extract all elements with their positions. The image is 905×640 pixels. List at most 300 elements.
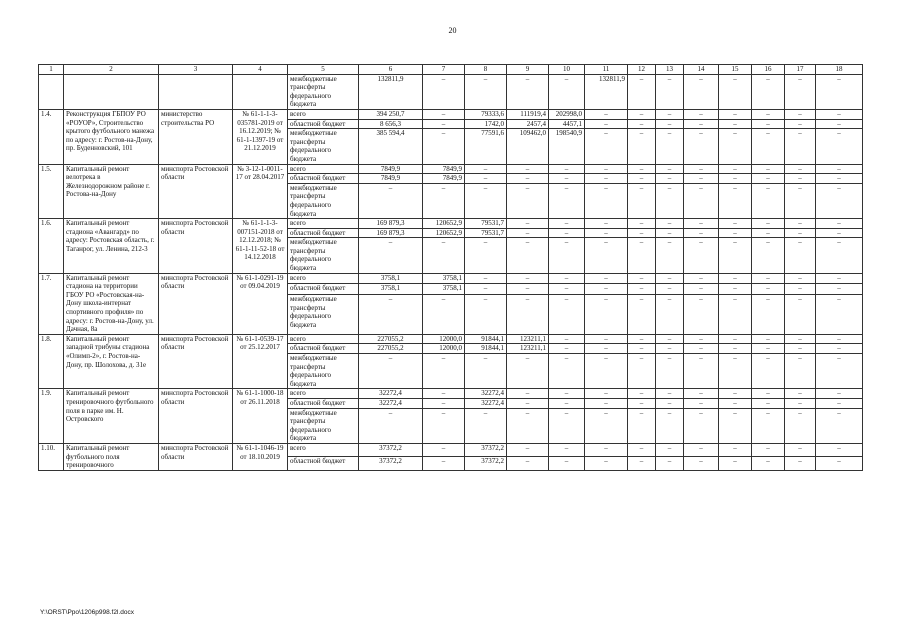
value-cell: – bbox=[359, 183, 423, 218]
value-cell: – bbox=[719, 284, 752, 295]
value-cell: 123211,1 bbox=[507, 334, 549, 344]
value-cell: – bbox=[465, 354, 507, 389]
funding-source: областной бюджет bbox=[288, 398, 359, 408]
value-cell: – bbox=[719, 183, 752, 218]
value-cell: – bbox=[465, 295, 507, 335]
value-cell: – bbox=[628, 238, 656, 273]
value-cell: – bbox=[816, 119, 863, 129]
value-cell: – bbox=[549, 219, 585, 229]
column-number: 8 bbox=[465, 65, 507, 75]
value-cell: – bbox=[785, 183, 816, 218]
value-cell: – bbox=[752, 389, 785, 399]
value-cell: 120652,9 bbox=[423, 219, 465, 229]
value-cell: – bbox=[684, 344, 719, 354]
value-cell: – bbox=[656, 183, 684, 218]
value-cell: – bbox=[816, 295, 863, 335]
value-cell: – bbox=[656, 334, 684, 344]
table-row bbox=[39, 334, 863, 344]
value-cell: – bbox=[785, 295, 816, 335]
value-cell: – bbox=[752, 219, 785, 229]
value-cell: – bbox=[684, 119, 719, 129]
value-cell: 169 879,3 bbox=[359, 219, 423, 229]
value-cell: 227055,2 bbox=[359, 334, 423, 344]
value-cell: – bbox=[585, 408, 628, 443]
value-cell: 79531,7 bbox=[465, 219, 507, 229]
value-cell: 3758,1 bbox=[359, 273, 423, 284]
item-number: 1.9. bbox=[39, 389, 64, 444]
value-cell: – bbox=[423, 109, 465, 119]
budget-table bbox=[38, 64, 863, 471]
value-cell: – bbox=[585, 129, 628, 164]
value-cell: – bbox=[507, 219, 549, 229]
value-cell: – bbox=[549, 408, 585, 443]
value-cell: – bbox=[507, 398, 549, 408]
item-number: 1.8. bbox=[39, 334, 64, 389]
item-document: № 61-1-1046-19 от 18.10.2019 bbox=[233, 443, 288, 470]
value-cell: – bbox=[585, 334, 628, 344]
value-cell: – bbox=[628, 174, 656, 184]
value-cell: 132811,9 bbox=[585, 74, 628, 109]
item-executor: минспорта Ростовской области bbox=[159, 273, 233, 334]
value-cell: – bbox=[752, 174, 785, 184]
value-cell: – bbox=[684, 398, 719, 408]
item-name: Капитальный ремонт велотрека в Железнодорожном районе г. Ростова-на-Дону bbox=[64, 164, 159, 219]
column-number: 9 bbox=[507, 65, 549, 75]
value-cell: – bbox=[684, 228, 719, 238]
table-row bbox=[39, 273, 863, 284]
value-cell: – bbox=[585, 174, 628, 184]
value-cell: – bbox=[752, 457, 785, 470]
column-number: 15 bbox=[719, 65, 752, 75]
value-cell: – bbox=[816, 344, 863, 354]
column-number: 13 bbox=[656, 65, 684, 75]
value-cell: – bbox=[816, 109, 863, 119]
value-cell: – bbox=[785, 174, 816, 184]
value-cell: – bbox=[549, 238, 585, 273]
funding-source: областной бюджет bbox=[288, 344, 359, 354]
value-cell: 3758,1 bbox=[423, 273, 465, 284]
value-cell: – bbox=[752, 295, 785, 335]
column-number: 12 bbox=[628, 65, 656, 75]
column-number-row bbox=[39, 65, 863, 75]
item-document: № 61-1-1-3-035781-2019 от 16.12.2019; № 61-1-1397-19 от 21.12.2019 bbox=[233, 109, 288, 164]
value-cell: – bbox=[752, 164, 785, 174]
value-cell: – bbox=[684, 389, 719, 399]
funding-source: межбюджетные трансферты федерального бюджета bbox=[288, 354, 359, 389]
value-cell: – bbox=[628, 389, 656, 399]
funding-source: областной бюджет bbox=[288, 284, 359, 295]
value-cell: – bbox=[465, 74, 507, 109]
value-cell: – bbox=[549, 174, 585, 184]
value-cell: 7849,9 bbox=[359, 164, 423, 174]
value-cell: 37372,2 bbox=[465, 443, 507, 456]
value-cell: 198540,9 bbox=[549, 129, 585, 164]
value-cell: – bbox=[585, 443, 628, 456]
value-cell: – bbox=[465, 164, 507, 174]
table-row bbox=[39, 389, 863, 399]
value-cell: 32272,4 bbox=[465, 389, 507, 399]
value-cell: – bbox=[585, 457, 628, 470]
value-cell: – bbox=[719, 174, 752, 184]
value-cell: – bbox=[423, 398, 465, 408]
table-row bbox=[39, 109, 863, 119]
value-cell: – bbox=[423, 354, 465, 389]
value-cell: – bbox=[684, 273, 719, 284]
value-cell: – bbox=[719, 238, 752, 273]
value-cell: – bbox=[719, 344, 752, 354]
value-cell: – bbox=[816, 129, 863, 164]
value-cell: – bbox=[656, 228, 684, 238]
column-number: 10 bbox=[549, 65, 585, 75]
value-cell: – bbox=[785, 273, 816, 284]
item-executor: минспорта Ростовской области bbox=[159, 443, 233, 470]
value-cell: – bbox=[752, 344, 785, 354]
table-row bbox=[39, 164, 863, 174]
funding-source: всего bbox=[288, 273, 359, 284]
footer-file-path: Y:\ORST\Ppo\1206p998.f2l.docx bbox=[40, 609, 134, 616]
value-cell: – bbox=[785, 344, 816, 354]
value-cell: – bbox=[752, 273, 785, 284]
value-cell: – bbox=[549, 443, 585, 456]
funding-source: межбюджетные трансферты федерального бюджета bbox=[288, 408, 359, 443]
value-cell: 202998,0 bbox=[549, 109, 585, 119]
value-cell: 37372,2 bbox=[465, 457, 507, 470]
value-cell: – bbox=[719, 109, 752, 119]
value-cell: – bbox=[628, 344, 656, 354]
value-cell: – bbox=[656, 174, 684, 184]
value-cell: – bbox=[719, 457, 752, 470]
empty-cell bbox=[159, 74, 233, 109]
value-cell: – bbox=[628, 284, 656, 295]
funding-source: межбюджетные трансферты федерального бюджета bbox=[288, 74, 359, 109]
value-cell: 12000,0 bbox=[423, 344, 465, 354]
value-cell: – bbox=[423, 238, 465, 273]
item-name: Капитальный ремонт западной трибуны стадиона «Олимп-2», г. Ростов-на-Дону, пр. Шолохова, д. 31е bbox=[64, 334, 159, 389]
value-cell: – bbox=[507, 164, 549, 174]
value-cell: – bbox=[785, 457, 816, 470]
value-cell: – bbox=[684, 334, 719, 344]
value-cell: – bbox=[785, 334, 816, 344]
item-document: № 61-1-0291-19 от 09.04.2019 bbox=[233, 273, 288, 334]
value-cell: 120652,9 bbox=[423, 228, 465, 238]
value-cell: – bbox=[423, 389, 465, 399]
item-executor: минспорта Ростовской области bbox=[159, 389, 233, 444]
value-cell: – bbox=[785, 354, 816, 389]
value-cell: 8 656,3 bbox=[359, 119, 423, 129]
value-cell: – bbox=[684, 238, 719, 273]
column-number: 7 bbox=[423, 65, 465, 75]
value-cell: – bbox=[816, 74, 863, 109]
value-cell: – bbox=[507, 443, 549, 456]
value-cell: – bbox=[752, 228, 785, 238]
value-cell: 7849,9 bbox=[423, 174, 465, 184]
value-cell: – bbox=[684, 183, 719, 218]
value-cell: 79531,7 bbox=[465, 228, 507, 238]
value-cell: – bbox=[816, 334, 863, 344]
value-cell: – bbox=[628, 273, 656, 284]
value-cell: – bbox=[816, 443, 863, 456]
value-cell: – bbox=[656, 74, 684, 109]
value-cell: – bbox=[785, 398, 816, 408]
item-document: № 61-1-1000-18 от 26.11.2018 bbox=[233, 389, 288, 444]
value-cell: – bbox=[507, 457, 549, 470]
value-cell: – bbox=[507, 295, 549, 335]
value-cell: – bbox=[628, 334, 656, 344]
value-cell: – bbox=[816, 398, 863, 408]
value-cell: – bbox=[507, 408, 549, 443]
value-cell: – bbox=[684, 354, 719, 389]
value-cell: – bbox=[719, 398, 752, 408]
value-cell: – bbox=[656, 109, 684, 119]
value-cell: – bbox=[507, 273, 549, 284]
value-cell: – bbox=[816, 219, 863, 229]
value-cell: – bbox=[549, 457, 585, 470]
value-cell: – bbox=[684, 129, 719, 164]
value-cell: 12000,0 bbox=[423, 334, 465, 344]
value-cell: – bbox=[423, 74, 465, 109]
value-cell: – bbox=[423, 183, 465, 218]
column-number: 2 bbox=[64, 65, 159, 75]
item-document: № 61-1-1-3-007151-2018 от 12.12.2018; № 61-1-11-52-18 от 14.12.2018 bbox=[233, 219, 288, 274]
value-cell: – bbox=[785, 443, 816, 456]
value-cell: – bbox=[719, 228, 752, 238]
value-cell: 7849,9 bbox=[359, 174, 423, 184]
value-cell: – bbox=[585, 119, 628, 129]
value-cell: 123211,1 bbox=[507, 344, 549, 354]
item-document: № 3-12-1-0011-17 от 28.04.2017 bbox=[233, 164, 288, 219]
value-cell: – bbox=[549, 398, 585, 408]
value-cell: – bbox=[752, 284, 785, 295]
value-cell: 79333,6 bbox=[465, 109, 507, 119]
value-cell: – bbox=[628, 219, 656, 229]
value-cell: – bbox=[816, 408, 863, 443]
table-row bbox=[39, 74, 863, 109]
value-cell: – bbox=[719, 354, 752, 389]
funding-source: областной бюджет bbox=[288, 119, 359, 129]
value-cell: – bbox=[585, 273, 628, 284]
column-number: 17 bbox=[785, 65, 816, 75]
value-cell: – bbox=[684, 457, 719, 470]
value-cell: – bbox=[785, 408, 816, 443]
item-executor: минспорта Ростовской области bbox=[159, 219, 233, 274]
empty-cell bbox=[233, 74, 288, 109]
column-number: 1 bbox=[39, 65, 64, 75]
column-number: 3 bbox=[159, 65, 233, 75]
value-cell: – bbox=[585, 228, 628, 238]
value-cell: – bbox=[719, 164, 752, 174]
funding-source: областной бюджет bbox=[288, 174, 359, 184]
value-cell: 37372,2 bbox=[359, 457, 423, 470]
value-cell: – bbox=[752, 74, 785, 109]
value-cell: – bbox=[656, 398, 684, 408]
value-cell: – bbox=[656, 389, 684, 399]
value-cell: – bbox=[507, 238, 549, 273]
value-cell: – bbox=[719, 219, 752, 229]
value-cell: – bbox=[423, 129, 465, 164]
value-cell: – bbox=[785, 284, 816, 295]
funding-source: всего bbox=[288, 164, 359, 174]
value-cell: – bbox=[549, 344, 585, 354]
item-name: Капитальный ремонт футбольного поля тренировочного bbox=[64, 443, 159, 470]
value-cell: 394 250,7 bbox=[359, 109, 423, 119]
column-number: 6 bbox=[359, 65, 423, 75]
value-cell: – bbox=[507, 389, 549, 399]
value-cell: – bbox=[585, 344, 628, 354]
empty-cell bbox=[64, 74, 159, 109]
value-cell: – bbox=[628, 228, 656, 238]
value-cell: – bbox=[507, 354, 549, 389]
item-executor: министерство строительства РО bbox=[159, 109, 233, 164]
value-cell: – bbox=[423, 443, 465, 456]
value-cell: – bbox=[656, 129, 684, 164]
table-row bbox=[39, 219, 863, 229]
value-cell: – bbox=[785, 219, 816, 229]
value-cell: – bbox=[752, 238, 785, 273]
funding-source: межбюджетные трансферты федерального бюджета bbox=[288, 183, 359, 218]
value-cell: – bbox=[785, 119, 816, 129]
value-cell: – bbox=[719, 273, 752, 284]
value-cell: – bbox=[549, 74, 585, 109]
value-cell: 385 594,4 bbox=[359, 129, 423, 164]
value-cell: – bbox=[359, 238, 423, 273]
value-cell: – bbox=[656, 443, 684, 456]
value-cell: – bbox=[785, 228, 816, 238]
value-cell: – bbox=[585, 238, 628, 273]
value-cell: – bbox=[585, 109, 628, 119]
value-cell: – bbox=[507, 183, 549, 218]
value-cell: – bbox=[816, 389, 863, 399]
item-name: Капитальный ремонт стадиона на территории ГБОУ РО «Ростовская-на-Дону школа-интернат спортивного профиля» по адресу: г. Ростов-на-Дону, ул. Дачная, 8а bbox=[64, 273, 159, 334]
funding-source: всего bbox=[288, 443, 359, 456]
value-cell: – bbox=[656, 457, 684, 470]
item-executor: минспорта Ростовской области bbox=[159, 164, 233, 219]
item-document: № 61-1-0539-17 от 25.12.2017 bbox=[233, 334, 288, 389]
value-cell: 37372,2 bbox=[359, 443, 423, 456]
value-cell: – bbox=[585, 219, 628, 229]
value-cell: – bbox=[752, 129, 785, 164]
value-cell: – bbox=[549, 334, 585, 344]
column-number: 14 bbox=[684, 65, 719, 75]
value-cell: – bbox=[752, 119, 785, 129]
item-number: 1.7. bbox=[39, 273, 64, 334]
value-cell: – bbox=[816, 354, 863, 389]
value-cell: – bbox=[684, 174, 719, 184]
value-cell: – bbox=[549, 354, 585, 389]
value-cell: – bbox=[423, 119, 465, 129]
value-cell: – bbox=[785, 389, 816, 399]
value-cell: – bbox=[549, 389, 585, 399]
value-cell: – bbox=[684, 74, 719, 109]
value-cell: – bbox=[816, 183, 863, 218]
funding-source: всего bbox=[288, 334, 359, 344]
value-cell: – bbox=[507, 284, 549, 295]
item-name: Реконструкция ГБПОУ РО «РОУОР», Строительство крытого футбольного манежа по адресу: г. Ростов-на-Дону, пр. Буденновский, 101 bbox=[64, 109, 159, 164]
value-cell: – bbox=[684, 295, 719, 335]
value-cell: – bbox=[816, 284, 863, 295]
funding-source: областной бюджет bbox=[288, 228, 359, 238]
value-cell: – bbox=[656, 238, 684, 273]
funding-source: межбюджетные трансферты федерального бюджета bbox=[288, 129, 359, 164]
item-number: 1.5. bbox=[39, 164, 64, 219]
value-cell: – bbox=[752, 109, 785, 119]
value-cell: – bbox=[549, 183, 585, 218]
value-cell: – bbox=[628, 109, 656, 119]
funding-source: всего bbox=[288, 389, 359, 399]
item-name: Капитальный ремонт стадиона «Авангард» по адресу: Ростовская область, г. Таганрог, ул. Ленина, 212-3 bbox=[64, 219, 159, 274]
value-cell: 4457,1 bbox=[549, 119, 585, 129]
value-cell: 132811,9 bbox=[359, 74, 423, 109]
value-cell: – bbox=[549, 284, 585, 295]
value-cell: – bbox=[465, 238, 507, 273]
column-number: 5 bbox=[288, 65, 359, 75]
item-number: 1.4. bbox=[39, 109, 64, 164]
value-cell: – bbox=[507, 228, 549, 238]
value-cell: – bbox=[684, 109, 719, 119]
value-cell: – bbox=[628, 354, 656, 389]
value-cell: – bbox=[656, 344, 684, 354]
value-cell: – bbox=[719, 295, 752, 335]
value-cell: 169 879,3 bbox=[359, 228, 423, 238]
value-cell: – bbox=[816, 164, 863, 174]
value-cell: 32272,4 bbox=[359, 398, 423, 408]
value-cell: – bbox=[719, 408, 752, 443]
funding-source: всего bbox=[288, 219, 359, 229]
value-cell: – bbox=[816, 228, 863, 238]
value-cell: 3758,1 bbox=[423, 284, 465, 295]
column-number: 16 bbox=[752, 65, 785, 75]
value-cell: – bbox=[628, 443, 656, 456]
value-cell: 91844,1 bbox=[465, 344, 507, 354]
value-cell: – bbox=[719, 129, 752, 164]
value-cell: – bbox=[684, 284, 719, 295]
value-cell: – bbox=[423, 408, 465, 443]
value-cell: – bbox=[752, 334, 785, 344]
item-name: Капитальный ремонт тренировочного футбольного поля в парке им. Н. Островского bbox=[64, 389, 159, 444]
value-cell: – bbox=[656, 284, 684, 295]
value-cell: – bbox=[656, 354, 684, 389]
value-cell: – bbox=[585, 398, 628, 408]
value-cell: – bbox=[785, 109, 816, 119]
value-cell: 109462,0 bbox=[507, 129, 549, 164]
value-cell: – bbox=[465, 284, 507, 295]
table-row bbox=[39, 443, 863, 456]
value-cell: – bbox=[719, 389, 752, 399]
value-cell: 111919,4 bbox=[507, 109, 549, 119]
value-cell: – bbox=[752, 354, 785, 389]
value-cell: – bbox=[549, 295, 585, 335]
value-cell: – bbox=[785, 164, 816, 174]
value-cell: – bbox=[628, 164, 656, 174]
value-cell: – bbox=[719, 443, 752, 456]
value-cell: – bbox=[719, 119, 752, 129]
value-cell: – bbox=[656, 164, 684, 174]
value-cell: – bbox=[628, 74, 656, 109]
value-cell: – bbox=[656, 408, 684, 443]
value-cell: 91844,1 bbox=[465, 334, 507, 344]
column-number: 11 bbox=[585, 65, 628, 75]
item-number: 1.10. bbox=[39, 443, 64, 470]
value-cell: – bbox=[785, 74, 816, 109]
value-cell: – bbox=[785, 238, 816, 273]
value-cell: – bbox=[656, 295, 684, 335]
value-cell: 7849,9 bbox=[423, 164, 465, 174]
value-cell: – bbox=[656, 219, 684, 229]
page-number: 20 bbox=[448, 26, 457, 35]
value-cell: – bbox=[585, 295, 628, 335]
value-cell: – bbox=[423, 295, 465, 335]
value-cell: – bbox=[628, 408, 656, 443]
item-executor: минспорта Ростовской области bbox=[159, 334, 233, 389]
